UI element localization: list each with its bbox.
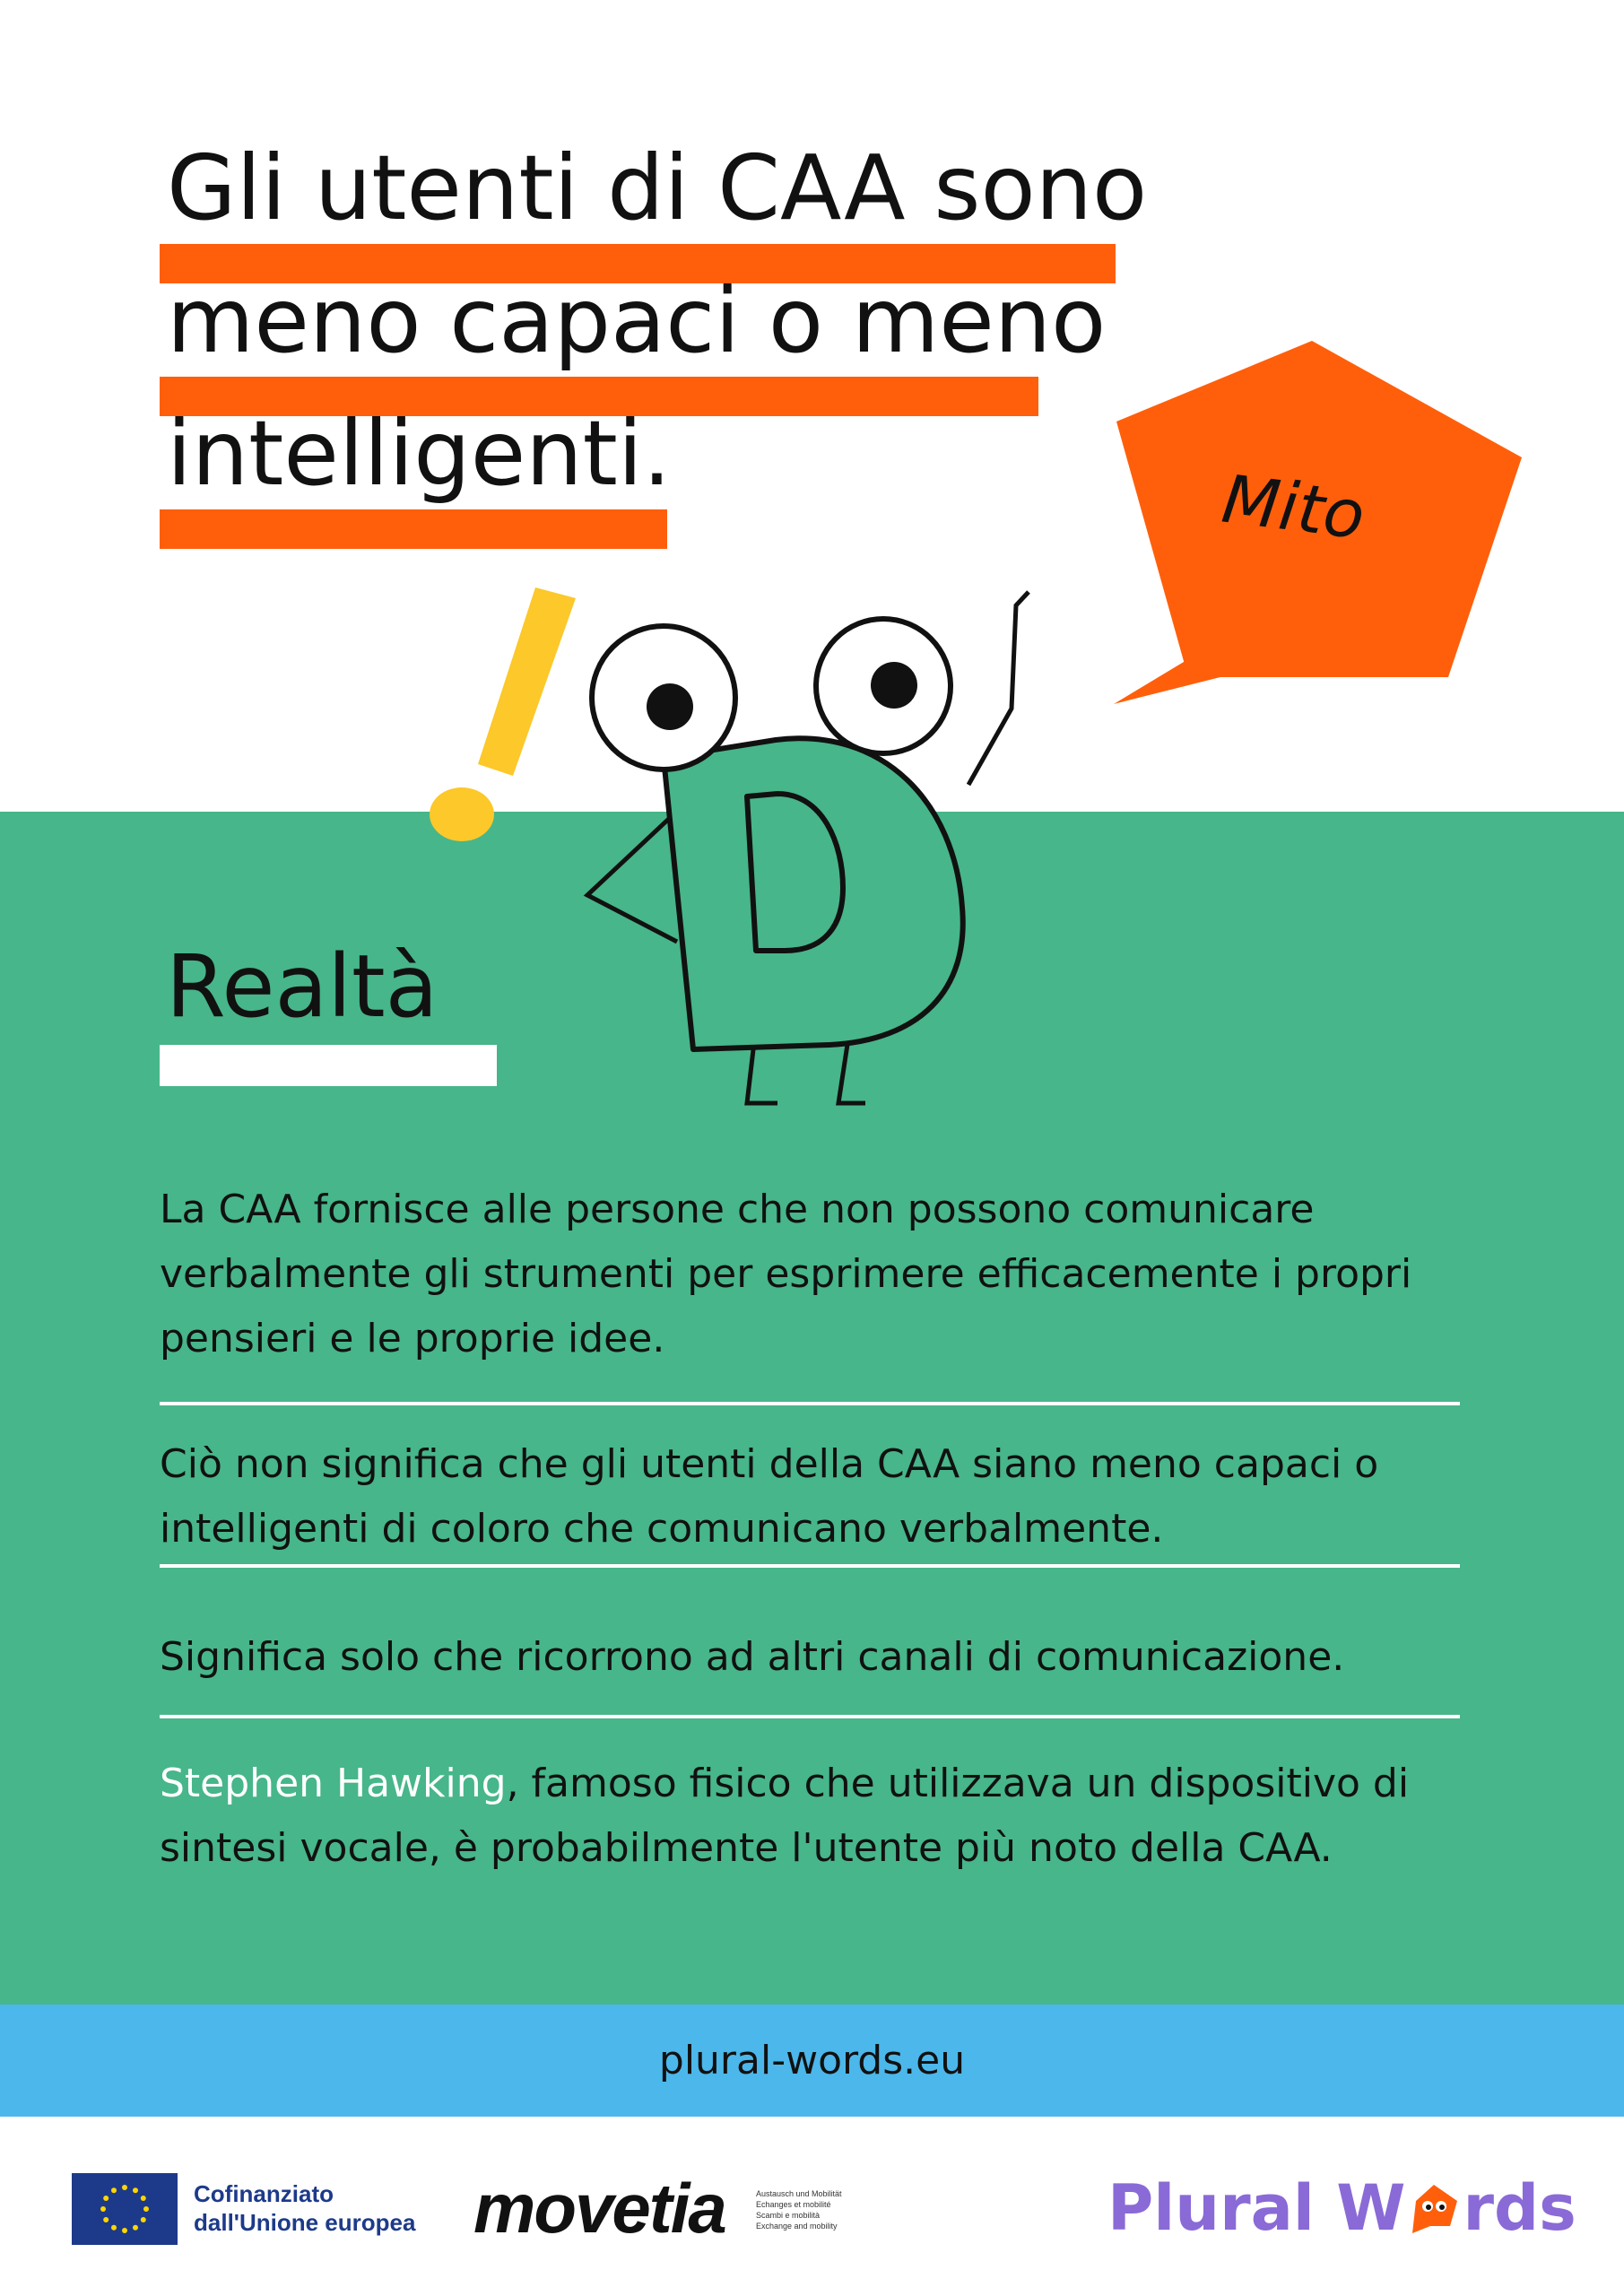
eu-cofunding-text xyxy=(194,2179,415,2237)
movetia-tagline-fr: Echanges et mobilité xyxy=(756,2200,831,2209)
divider-3 xyxy=(160,1715,1460,1718)
letter-d-mascot-icon xyxy=(408,574,1054,1130)
reality-paragraph-1: La CAA fornisce alle persone che non possono comunicare verbalmente gli strumenti per esprimere efficacemente i propri pensieri e le proprie idee. xyxy=(160,1187,1412,1361)
reality-paragraph-2: Ciò non significa che gli utenti della CAA siano meno capaci o intelligenti di coloro che comunicano verbalmente. xyxy=(160,1441,1379,1552)
movetia-tagline xyxy=(756,2188,842,2231)
website-link[interactable]: plural-words.eu xyxy=(658,2038,966,2083)
headline-line-3 xyxy=(160,400,1236,533)
headline-underline-3 xyxy=(160,509,667,549)
plural-words-logo-part-2: rds xyxy=(1463,2171,1576,2245)
speech-bubble-o-icon xyxy=(1407,2181,1461,2235)
headline-text-1: Gli utenti di CAA sono xyxy=(167,135,1148,240)
movetia-tagline-de: Austausch und Mobilität xyxy=(756,2189,842,2198)
eu-line-1: Cofinanziato xyxy=(194,2180,334,2207)
headline-line-1 xyxy=(160,135,1236,267)
reality-paragraph-3: Significa solo che ricorrono ad altri canali di comunicazione. xyxy=(160,1634,1345,1680)
reality-title-underline xyxy=(160,1045,497,1086)
footer xyxy=(0,2117,1624,2296)
headline-text-2: meno capaci o meno xyxy=(167,268,1107,373)
divider-1 xyxy=(160,1402,1460,1405)
movetia-logo: movetia xyxy=(473,2169,725,2248)
myth-bubble xyxy=(1103,336,1529,713)
plural-words-logo-part-1: Plural W xyxy=(1107,2171,1406,2245)
movetia-tagline-it: Scambi e mobilità xyxy=(756,2211,821,2220)
reality-paragraph-4-rest: , famoso fisico che utilizzava un dispositivo di sintesi vocale, è probabilmente l'utente più noto della CAA. xyxy=(160,1761,1410,1871)
divider-2 xyxy=(160,1564,1460,1568)
eu-flag-icon xyxy=(72,2173,178,2245)
movetia-tagline-en: Exchange and mobility xyxy=(756,2222,838,2231)
headline xyxy=(160,135,1236,533)
headline-text-3: intelligenti. xyxy=(167,401,672,506)
exclamation-icon xyxy=(478,587,576,776)
eu-line-2: dall'Unione europea xyxy=(194,2209,416,2236)
highlighted-name: Stephen Hawking xyxy=(160,1761,507,1806)
myth-label: Mito xyxy=(1218,460,1369,555)
plural-words-logo xyxy=(1107,2163,1576,2253)
reality-paragraph-4 xyxy=(160,1752,1478,1881)
website-strip xyxy=(0,2005,1624,2117)
headline-line-2 xyxy=(160,267,1236,400)
reality-title: Realtà xyxy=(166,936,439,1037)
